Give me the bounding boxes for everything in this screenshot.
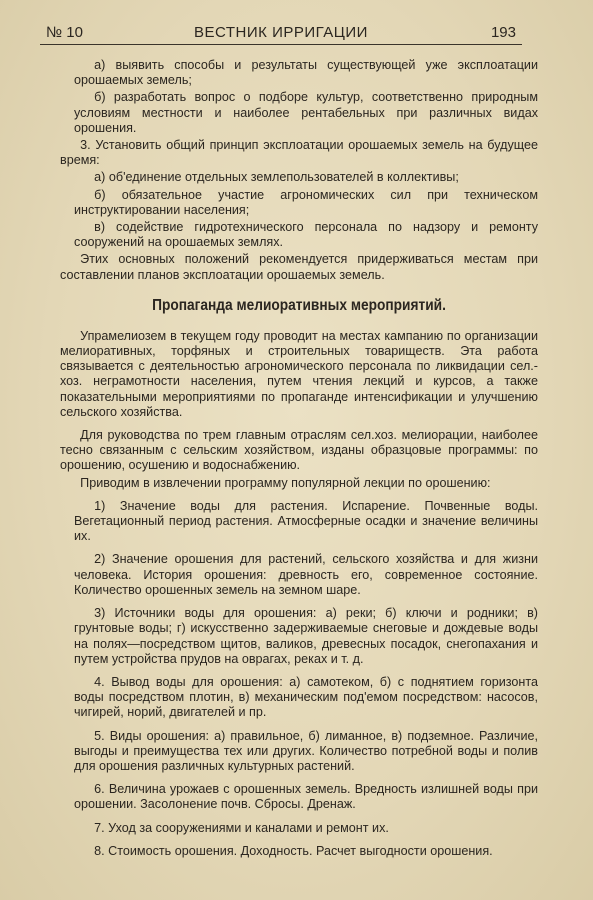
intro-point-3-c: в) содействие гидротехнического персонала по надзору и ремонту сооружений на орошаемых землях. [74, 220, 538, 250]
program-item-4: 4. Вывод воды для орошения: а) самотеком, б) с поднятием горизонта воды посредством плотин, в) механическим под'емом посредством: насосов, чигирей, норий, двигателей и пр. [74, 674, 538, 720]
intro-point-3-b: б) обязательное участие агрономических сил при техническом инструктировании населения; [74, 187, 538, 217]
intro-item-a: а) выявить способы и результаты существующей уже эксплоатации орошаемых земель; [74, 58, 538, 88]
program-item-8: 8. Стоимость орошения. Доходность. Расчет выгодности орошения. [94, 843, 493, 858]
intro-point-3: 3. Установить общий принцип эксплоатации орошаемых земель на будущее время: [60, 138, 538, 168]
intro-point-3-a: а) об'единение отдельных землепользователей в коллективы; [94, 170, 459, 185]
section-heading: Пропаганда мелиоративных мероприятий. [152, 296, 446, 314]
page-text [60, 58, 538, 861]
body-paragraph-3: Приводим в извлечении программу популярной лекции по орошению: [80, 475, 491, 490]
journal-title: ВЕСТНИК ИРРИГАЦИИ [194, 24, 368, 41]
body-paragraph-1: Упрамелиозем в текущем году проводит на местах кампанию по организации мелиоративных, торфяных и строительных товариществ. Эта работа связывается с деятельностью агрономического персонала по ликвидации сел.-хоз. неграмотности населения, путем чтения лекций и курсов, а также показательными мероприятиями по пропаганде интенсификации и улучшению сельского хозяйства. [60, 328, 538, 419]
intro-conclusion: Этих основных положений рекомендуется придерживаться местам при составлении планов эксплоатации орошаемых земель. [60, 252, 538, 282]
issue-number: № 10 [46, 24, 83, 41]
running-header [40, 24, 522, 45]
program-item-7: 7. Уход за сооружениями и каналами и ремонт их. [94, 820, 389, 835]
intro-item-b: б) разработать вопрос о подборе культур, соответственно природным условиям местности и наиболее рентабельных при различных видах орошения. [74, 90, 538, 135]
program-item-2: 2) Значение орошения для растений, сельского хозяйства и для жизни человека. История орошения: древность его, современное состояние. Количество орошенных земель на земном шаре. [74, 552, 538, 597]
program-item-3: 3) Источники воды для орошения: а) реки; б) ключи и родники; в) грунтовые воды; г) искусственно задерживаемые снеговые и дождевые воды на полях—посредством щитов, валиков, древесных посадок, снегопахания и путем устройства прудов на оврагах, реках и т. д. [74, 606, 538, 666]
page-number: 193 [490, 24, 516, 41]
program-item-5: 5. Виды орошения: а) правильное, б) лиманное, в) подземное. Различие, выгоды и преимущества тех или других. Количество потребной воды и полив для орошения различных культурных растений. [74, 728, 538, 773]
program-item-1: 1) Значение воды для растения. Испарение. Почвенные воды. Вегетационный период растения. Атмосферные осадки и значение величины их. [74, 498, 538, 544]
body-paragraph-2: Для руководства по трем главным отраслям сел.хоз. мелиорации, наиболее тесно связанным с сельским хозяйством, изданы образцовые программы: по орошению, осушению и водоснабжению. [60, 428, 538, 473]
program-item-6: 6. Величина урожаев с орошенных земель. Вредность излишней воды при орошении. Засолонение почв. Сбросы. Дренаж. [74, 782, 538, 812]
